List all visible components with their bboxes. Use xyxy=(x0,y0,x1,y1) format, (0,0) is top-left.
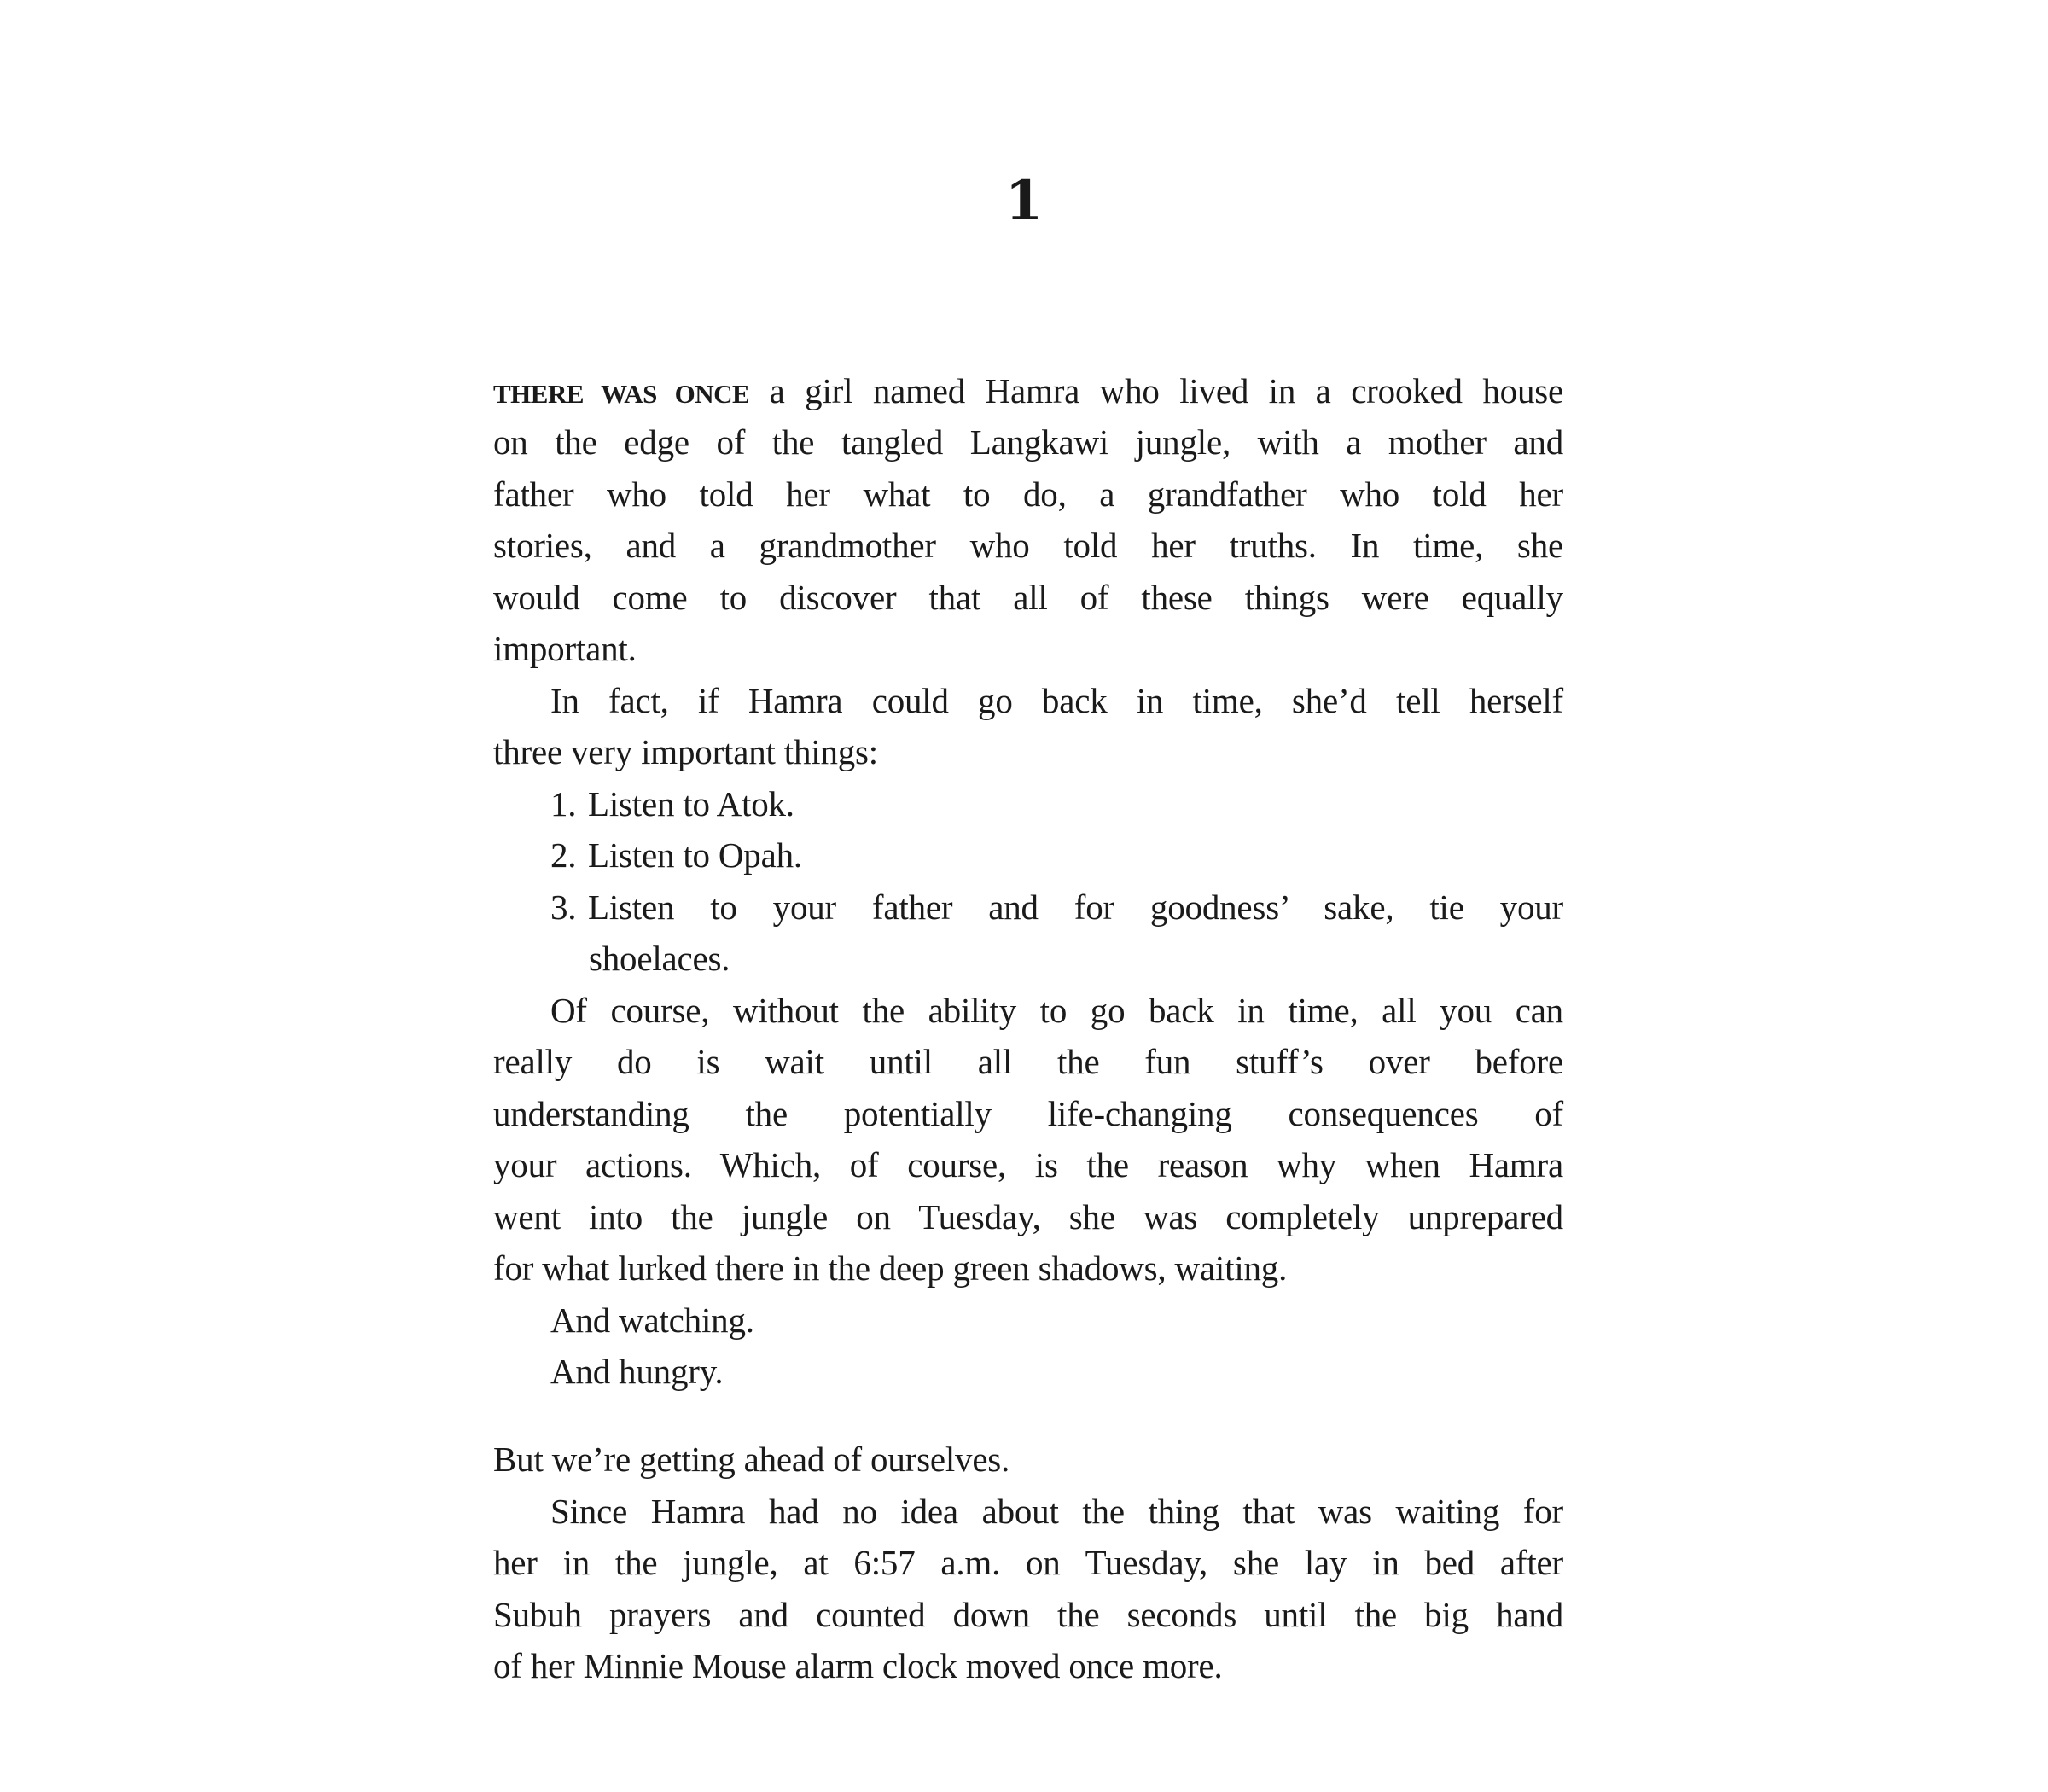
text-span: a girl named Hamra who lived in a crooked house xyxy=(749,371,1564,410)
text-line: on the edge of the tangled Langkawi jungle, with a mother and xyxy=(493,422,1563,462)
chapter-number: 1 xyxy=(1004,169,1044,233)
text-line: And hungry. xyxy=(550,1352,724,1391)
text-line xyxy=(493,369,1563,416)
list-number: 1. xyxy=(550,784,577,823)
text-line: And watching. xyxy=(550,1300,754,1340)
text-line: Since Hamra had no idea about the thing that was waiting for xyxy=(550,1492,1563,1531)
list-number: 3. xyxy=(550,887,577,927)
text-line: Of course, without the ability to go back in time, all you can xyxy=(550,991,1563,1030)
list-item xyxy=(550,834,1563,876)
text-line: would come to discover that all of these things were equally xyxy=(493,578,1563,617)
text-line: her in the jungle, at 6:57 a.m. on Tuesday, she lay in bed after xyxy=(493,1543,1563,1582)
text-line: But we’re getting ahead of ourselves. xyxy=(493,1440,1010,1479)
list-item-continuation: shoelaces. xyxy=(589,939,730,978)
list-text: Listen to your father and for goodness’ sake, tie your xyxy=(588,887,1563,927)
text-line: stories, and a grandmother who told her truths. In time, she xyxy=(493,526,1563,565)
text-line: understanding the potentially life-changing consequences of xyxy=(493,1094,1563,1133)
text-line: of her Minnie Mouse alarm clock moved once more. xyxy=(493,1646,1223,1685)
opening-smallcaps: THERE WAS ONCE xyxy=(493,379,750,409)
text-line: father who told her what to do, a grandfather who told her xyxy=(493,474,1563,514)
text-line: for what lurked there in the deep green shadows, waiting. xyxy=(493,1248,1288,1288)
text-line: important. xyxy=(493,629,637,668)
text-line: three very important things: xyxy=(493,732,878,771)
list-item xyxy=(550,783,1563,825)
text-line: your actions. Which, of course, is the reason why when Hamra xyxy=(493,1145,1563,1184)
text-line: In fact, if Hamra could go back in time, she’d tell herself xyxy=(550,681,1563,720)
list-text: Listen to Atok. xyxy=(588,784,794,823)
text-line: went into the jungle on Tuesday, she was completely unprepared xyxy=(493,1197,1563,1236)
text-line: really do is wait until all the fun stuff’s over before xyxy=(493,1042,1563,1081)
list-number: 2. xyxy=(550,835,577,875)
list-text: Listen to Opah. xyxy=(588,835,802,875)
list-item xyxy=(550,886,1563,928)
text-line: Subuh prayers and counted down the seconds until the big hand xyxy=(493,1595,1563,1634)
